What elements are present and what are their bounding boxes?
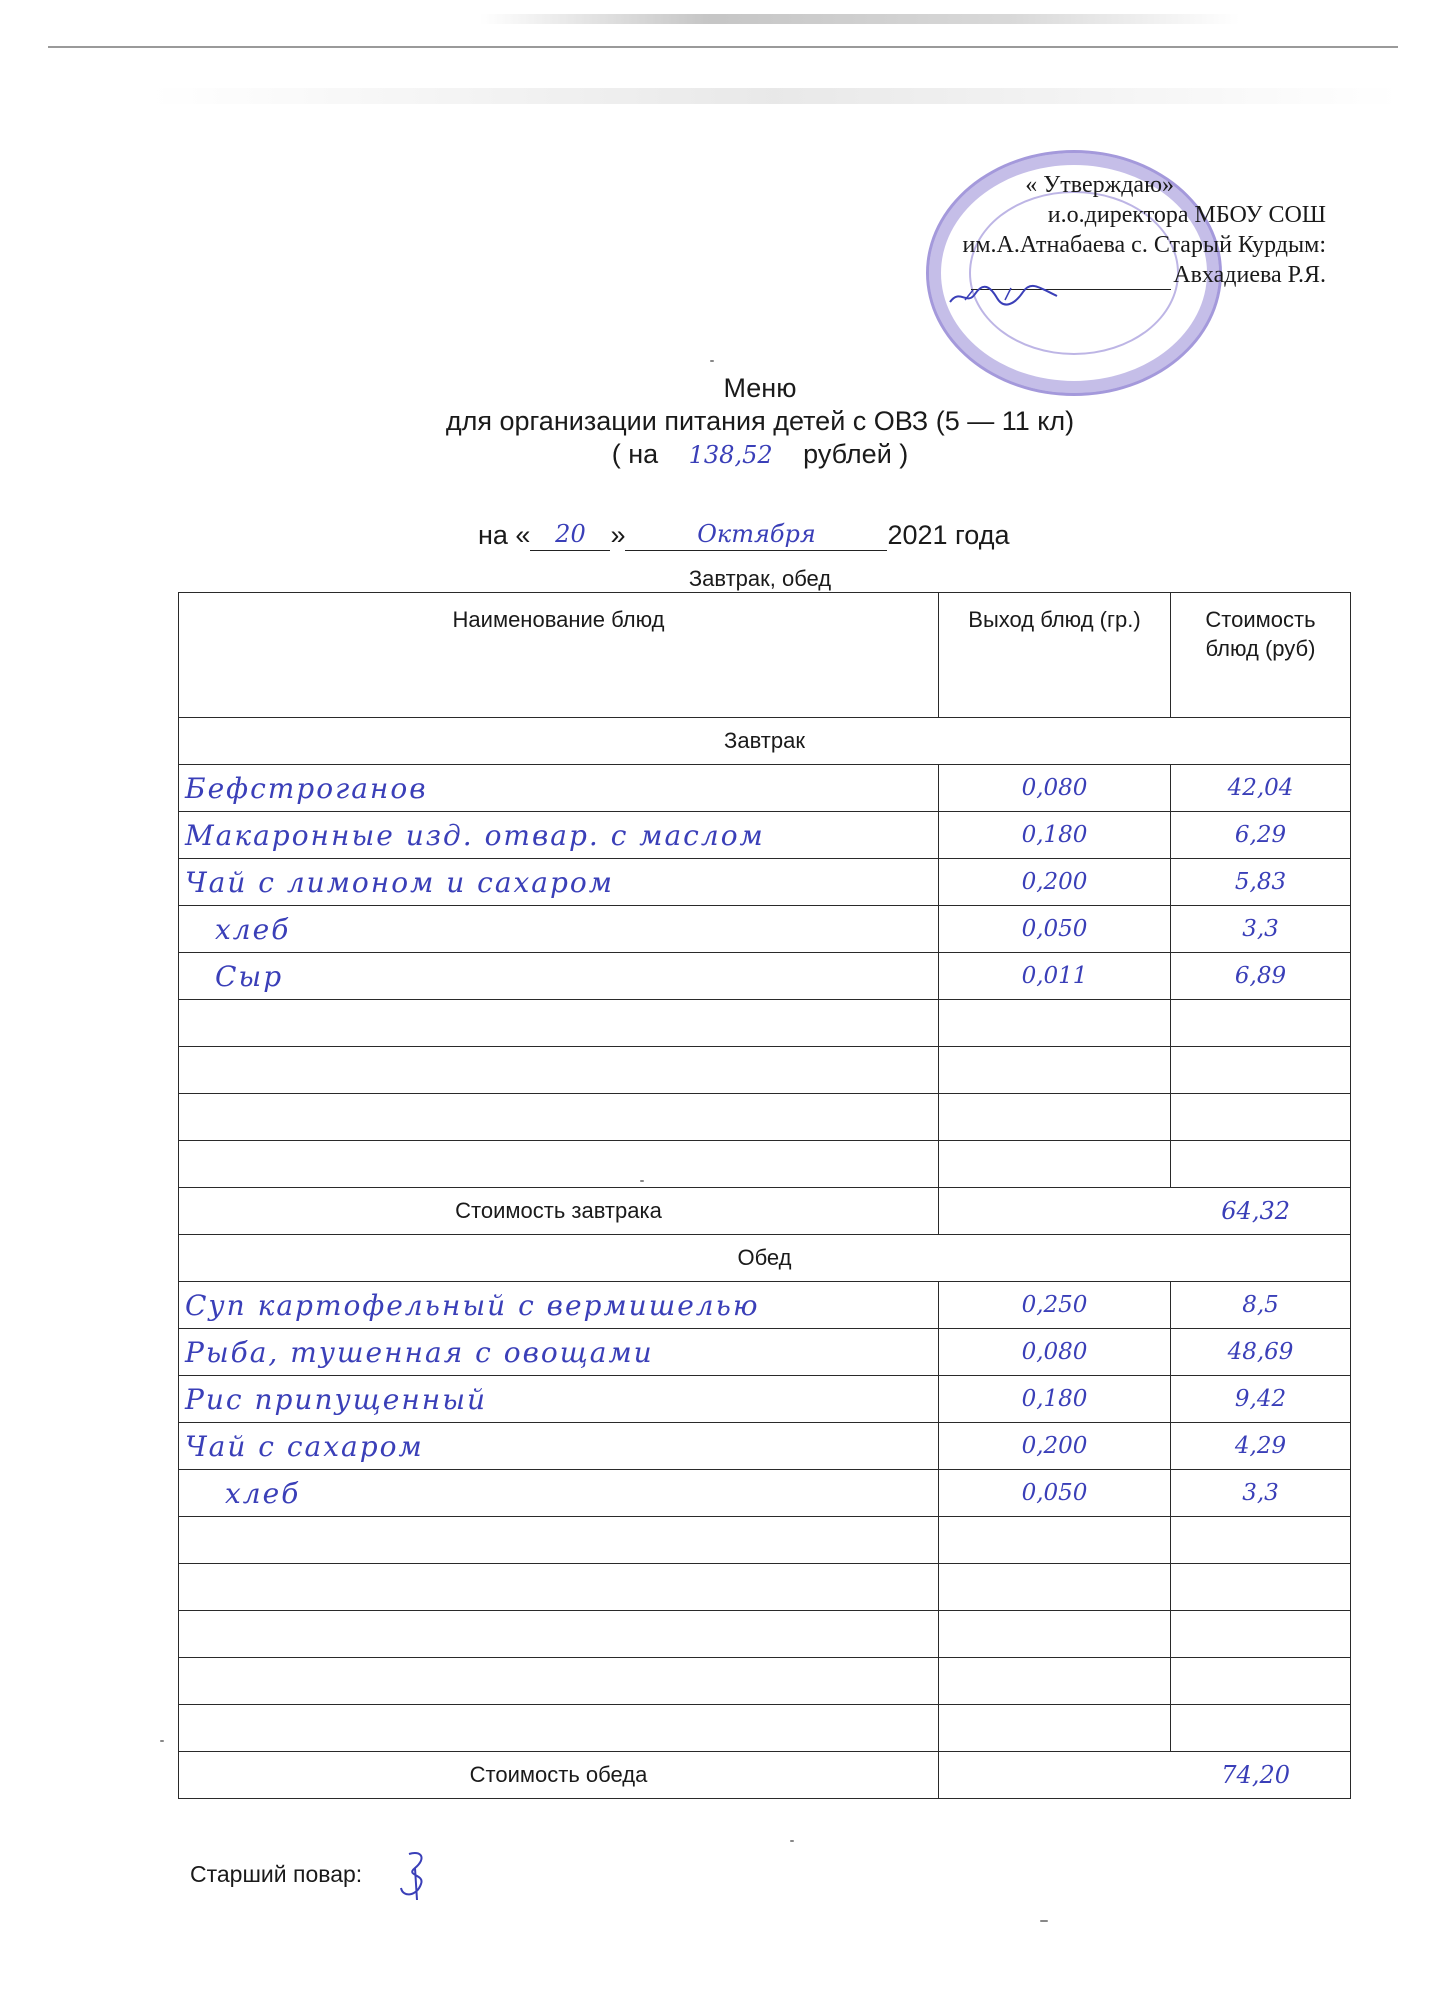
- dish-name: Рис припущенный: [179, 1376, 939, 1423]
- dish-name: Чай с лимоном и сахаром: [179, 859, 939, 906]
- empty-cell: [939, 1658, 1171, 1705]
- dish-name: Чай с сахаром: [179, 1423, 939, 1470]
- breakfast-total-value: 64,32: [939, 1188, 1351, 1235]
- dish-name: Бефстроганов: [179, 765, 939, 812]
- date-mid: »: [610, 520, 626, 550]
- empty-row: [179, 1611, 1351, 1658]
- dish-yield: 0,080: [939, 765, 1171, 812]
- empty-row: [179, 1000, 1351, 1047]
- table-row: [179, 1376, 1351, 1423]
- dish-cost: 4,29: [1171, 1423, 1351, 1470]
- scan-artifact: [150, 88, 1400, 104]
- empty-cell: [1171, 1047, 1351, 1094]
- empty-row: [179, 1564, 1351, 1611]
- dish-yield: 0,011: [939, 953, 1171, 1000]
- breakfast-section-row: [179, 718, 1351, 765]
- dish-cost: 9,42: [1171, 1376, 1351, 1423]
- empty-cell: [1171, 1094, 1351, 1141]
- empty-cell: [179, 1611, 939, 1658]
- dish-yield: 0,200: [939, 1423, 1171, 1470]
- empty-cell: [1171, 1611, 1351, 1658]
- dish-cost: 3,3: [1171, 906, 1351, 953]
- empty-cell: [939, 1047, 1171, 1094]
- document-header: [0, 372, 1454, 472]
- empty-cell: [939, 1705, 1171, 1752]
- dish-cost: 42,04: [1171, 765, 1351, 812]
- table-row: [179, 1282, 1351, 1329]
- empty-row: [179, 1705, 1351, 1752]
- empty-cell: [1171, 1000, 1351, 1047]
- date-prefix: на «: [478, 520, 531, 550]
- table-row: [179, 859, 1351, 906]
- column-header-yield: Выход блюд (гр.): [939, 593, 1171, 718]
- breakfast-total-row: [179, 1188, 1351, 1235]
- lunch-section-row: [179, 1235, 1351, 1282]
- approval-school: им.А.Атнабаева с. Старый Курдым:: [962, 232, 1326, 258]
- dish-cost: 48,69: [1171, 1329, 1351, 1376]
- menu-table: [178, 592, 1351, 1799]
- column-header-name: Наименование блюд: [179, 593, 939, 718]
- empty-cell: [939, 1611, 1171, 1658]
- scan-artifact-top: [480, 14, 1240, 24]
- date-month: Октября: [625, 520, 887, 551]
- scan-speck: [160, 1740, 164, 1742]
- cook-label: Старший повар:: [190, 1861, 363, 1888]
- lunch-total-label: Стоимость обеда: [179, 1752, 939, 1799]
- dish-yield: 0,080: [939, 1329, 1171, 1376]
- table-header-row: [179, 593, 1351, 718]
- scan-speck: [790, 1840, 794, 1842]
- empty-row: [179, 1047, 1351, 1094]
- dish-name: хлеб: [179, 906, 939, 953]
- lunch-total-row: [179, 1752, 1351, 1799]
- empty-cell: [939, 1564, 1171, 1611]
- empty-cell: [939, 1000, 1171, 1047]
- empty-cell: [1171, 1564, 1351, 1611]
- approval-position: и.о.директора МБОУ СОШ: [1047, 202, 1326, 228]
- empty-cell: [1171, 1517, 1351, 1564]
- empty-cell: [179, 1141, 939, 1188]
- approval-title: « Утверждаю»: [1025, 172, 1174, 198]
- dish-name: Суп картофельный с вермишелью: [179, 1282, 939, 1329]
- dish-yield: 0,050: [939, 1470, 1171, 1517]
- dish-cost: 6,89: [1171, 953, 1351, 1000]
- approval-block: [786, 170, 1326, 290]
- empty-row: [179, 1658, 1351, 1705]
- empty-cell: [179, 1658, 939, 1705]
- empty-row: [179, 1094, 1351, 1141]
- empty-cell: [179, 1047, 939, 1094]
- empty-cell: [939, 1141, 1171, 1188]
- date-line: [478, 520, 1010, 551]
- dish-yield: 0,180: [939, 812, 1171, 859]
- table-row: [179, 1470, 1351, 1517]
- empty-cell: [179, 1517, 939, 1564]
- column-header-cost: Стоимость блюд (руб): [1171, 593, 1351, 718]
- dish-yield: 0,250: [939, 1282, 1171, 1329]
- dish-name: хлеб: [179, 1470, 939, 1517]
- table-row: [179, 1423, 1351, 1470]
- document-title: Меню: [723, 373, 797, 403]
- meal-caption: Завтрак, обед: [688, 566, 832, 591]
- empty-cell: [939, 1517, 1171, 1564]
- dish-yield: 0,050: [939, 906, 1171, 953]
- table-row: [179, 906, 1351, 953]
- amount-suffix: рублей ): [803, 439, 909, 469]
- empty-cell: [1171, 1658, 1351, 1705]
- table-row: [179, 765, 1351, 812]
- dish-name: Макаронные изд. отвар. с маслом: [179, 812, 939, 859]
- breakfast-section-label: Завтрак: [179, 718, 1351, 765]
- dish-name: Рыба, тушенная с овощами: [179, 1329, 939, 1376]
- lunch-total-value: 74,20: [939, 1752, 1351, 1799]
- empty-cell: [179, 1094, 939, 1141]
- table-row: [179, 812, 1351, 859]
- director-signature: [945, 280, 1065, 310]
- amount-value: 138,52: [688, 441, 773, 469]
- empty-cell: [179, 1564, 939, 1611]
- breakfast-total-label: Стоимость завтрака: [179, 1188, 939, 1235]
- lunch-section-label: Обед: [179, 1235, 1351, 1282]
- amount-line: [0, 438, 1454, 472]
- table-row: [179, 953, 1351, 1000]
- date-suffix: 2021 года: [887, 520, 1010, 550]
- empty-cell: [179, 1000, 939, 1047]
- document-subtitle: для организации питания детей с ОВЗ (5 — 11 кл): [445, 406, 1075, 436]
- dish-cost: 8,5: [1171, 1282, 1351, 1329]
- scan-line: [48, 46, 1398, 48]
- scan-speck: [1040, 1920, 1048, 1922]
- scan-speck: [640, 1180, 644, 1182]
- cook-signature-line: [190, 1848, 441, 1904]
- cook-signature: [391, 1848, 441, 1904]
- table-row: [179, 1329, 1351, 1376]
- dish-cost: 3,3: [1171, 1470, 1351, 1517]
- dish-cost: 6,29: [1171, 812, 1351, 859]
- empty-cell: [1171, 1705, 1351, 1752]
- approval-name: Авхадиева Р.Я.: [1173, 262, 1326, 288]
- scan-speck: [710, 360, 714, 362]
- empty-cell: [939, 1094, 1171, 1141]
- dish-name: Сыр: [179, 953, 939, 1000]
- empty-row: [179, 1517, 1351, 1564]
- dish-cost: 5,83: [1171, 859, 1351, 906]
- dish-yield: 0,200: [939, 859, 1171, 906]
- empty-cell: [1171, 1141, 1351, 1188]
- amount-prefix: ( на: [611, 439, 659, 469]
- date-day: 20: [530, 520, 610, 551]
- empty-row: [179, 1141, 1351, 1188]
- dish-yield: 0,180: [939, 1376, 1171, 1423]
- empty-cell: [179, 1705, 939, 1752]
